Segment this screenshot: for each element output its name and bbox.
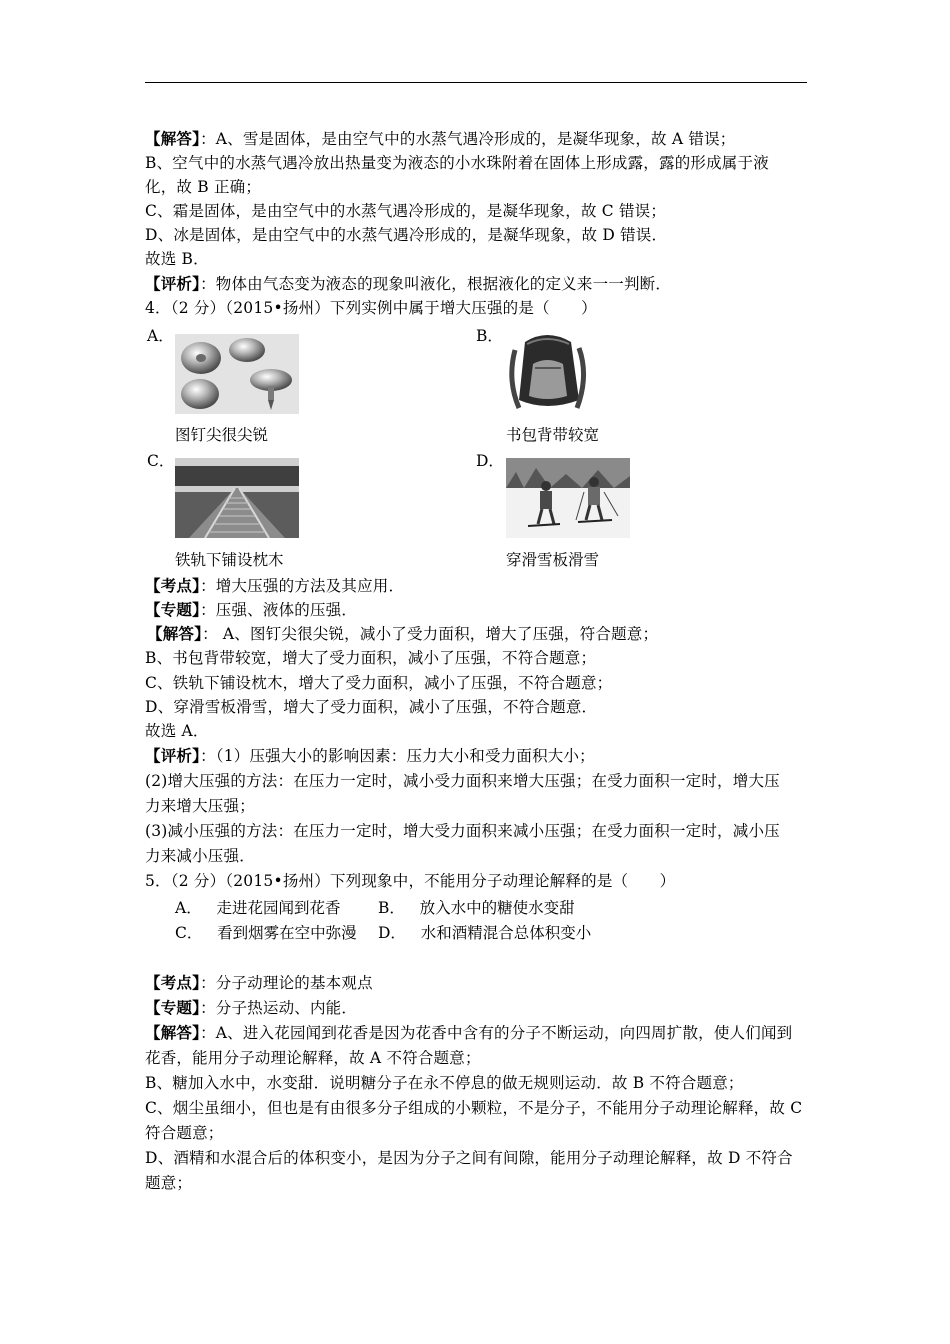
- q5-jieda-c2: 符合题意；: [145, 1124, 224, 1142]
- q5-option-c: C． 看到烟雾在空中弥漫: [175, 924, 357, 942]
- q5-stem: 5．（2 分）（2015•扬州）下列现象中，不能用分子动理论解释的是（ ）: [145, 872, 676, 890]
- q5-jieda-a2: 花香，能用分子动理论解释，故 A 不符合题意；: [145, 1049, 481, 1067]
- q4-review-2a: (2)增大压强的方法：在压力一定时，减小受力面积来增大压强；在受力面积一定时，增大压: [145, 772, 780, 790]
- q4-option-b-caption: 书包背带较宽: [506, 426, 600, 444]
- jieda-text: ：A、进入花园闻到花香是因为花香中含有的分子不断运动，向四周扩散，使人们闻到: [200, 1024, 793, 1042]
- kaodian-tag: 【考点】: [145, 576, 201, 595]
- q4-jieda: [147, 624, 658, 644]
- review-tag: 【评析】: [145, 746, 201, 765]
- zhuanti-text: ：压强、液体的压强．: [200, 601, 358, 619]
- answer-tag: 【解答】: [145, 129, 201, 148]
- q5-kaodian: [145, 973, 373, 993]
- q4-jieda-d: D、穿滑雪板滑雪，增大了受力面积，减小了压强，不符合题意．: [145, 698, 598, 716]
- q3-answer-line-5: D、冰是固体，是由空气中的水蒸气遇冷形成的，是凝华现象，故 D 错误．: [145, 226, 668, 244]
- q4-option-d-letter: D．: [476, 452, 504, 470]
- q4-jieda-c: C、铁轨下铺设枕木，增大了受力面积，减小了压强，不符合题意；: [145, 674, 613, 692]
- q5-jieda-b: B、糖加入水中，水变甜．说明糖分子在永不停息的做无规则运动．故 B 不符合题意；: [145, 1074, 744, 1092]
- q3-review: [145, 274, 671, 294]
- kaodian-text: ：分子动理论的基本观点: [200, 974, 373, 992]
- q5-option-d: D． 水和酒精混合总体积变小: [378, 924, 592, 942]
- jieda-tag: 【解答】: [147, 624, 203, 643]
- q4-stem: 4．（2 分）（2015•扬州）下列实例中属于增大压强的是（ ）: [145, 299, 597, 317]
- header-rule: [145, 82, 807, 83]
- kaodian-tag: 【考点】: [145, 973, 201, 992]
- q5-jieda-d1: D、酒精和水混合后的体积变小，是因为分子之间有间隙，能用分子动理论解释，故 D 不符合: [145, 1149, 793, 1167]
- jieda-text: ： A、图钉尖很尖锐，减小了受力面积，增大了压强，符合题意；: [202, 625, 659, 643]
- q4-option-a-letter: A．: [147, 327, 174, 345]
- review-text: ：（1）压强大小的影响因素：压力大小和受力面积大小；: [200, 747, 595, 765]
- q3-answer-line-2: B、空气中的水蒸气遇冷放出热量变为液态的小水珠附着在固体上形成露，露的形成属于液: [145, 154, 769, 172]
- q3-answer-line-3: 化，故 B 正确；: [145, 178, 262, 196]
- q4-review: [145, 746, 595, 766]
- q4-option-b-letter: B．: [476, 327, 503, 345]
- q3-choose: 故选 B．: [145, 250, 209, 268]
- q4-option-c-letter: C．: [147, 452, 175, 470]
- zhuanti-text: ：分子热运动、内能．: [200, 999, 358, 1017]
- kaodian-text: ：增大压强的方法及其应用．: [200, 577, 405, 595]
- q4-choose: 故选 A．: [145, 722, 209, 740]
- q5-option-a: A． 走进花园闻到花香: [175, 899, 341, 917]
- zhuanti-tag: 【专题】: [145, 998, 201, 1017]
- backpack-photo: [505, 330, 589, 418]
- review-tag: 【评析】: [145, 274, 201, 293]
- q5-option-b: B． 放入水中的糖使水变甜: [378, 899, 575, 917]
- q4-zhuanti: [145, 600, 357, 620]
- q4-review-3a: (3)减小压强的方法：在压力一定时，增大受力面积来减小压强；在受力面积一定时，减小压: [145, 822, 780, 840]
- railway-photo: [175, 458, 299, 538]
- q4-kaodian: [145, 576, 404, 596]
- review-text: ：物体由气态变为液态的现象叫液化，根据液化的定义来一一判断．: [200, 275, 672, 293]
- q5-jieda-c1: C、烟尘虽细小，但也是有由很多分子组成的小颗粒，不是分子，不能用分子动理论解释，故 C: [145, 1099, 803, 1117]
- jieda-tag: 【解答】: [145, 1023, 201, 1042]
- q4-review-2b: 力来增大压强；: [145, 797, 255, 815]
- answer-text: ：A、雪是固体，是由空气中的水蒸气遇冷形成的，是凝华现象，故 A 错误；: [200, 130, 736, 148]
- q4-review-3b: 力来减小压强．: [145, 847, 255, 865]
- zhuanti-tag: 【专题】: [145, 600, 201, 619]
- q4-jieda-b: B、书包背带较宽，增大了受力面积，减小了压强，不符合题意；: [145, 649, 597, 667]
- q4-option-d-caption: 穿滑雪板滑雪: [506, 551, 600, 569]
- q3-answer-line-1: [145, 129, 736, 149]
- thumbtacks-photo: [175, 334, 299, 414]
- q3-answer-line-4: C、霜是固体，是由空气中的水蒸气遇冷形成的，是凝华现象，故 C 错误；: [145, 202, 667, 220]
- q5-jieda-d2: 题意；: [145, 1174, 193, 1192]
- skiers-photo: [506, 458, 630, 538]
- q5-zhuanti: [145, 998, 357, 1018]
- q5-jieda: [145, 1023, 792, 1043]
- q4-option-c-caption: 铁轨下铺设枕木: [175, 551, 284, 569]
- q4-option-a-caption: 图钉尖很尖锐: [175, 426, 269, 444]
